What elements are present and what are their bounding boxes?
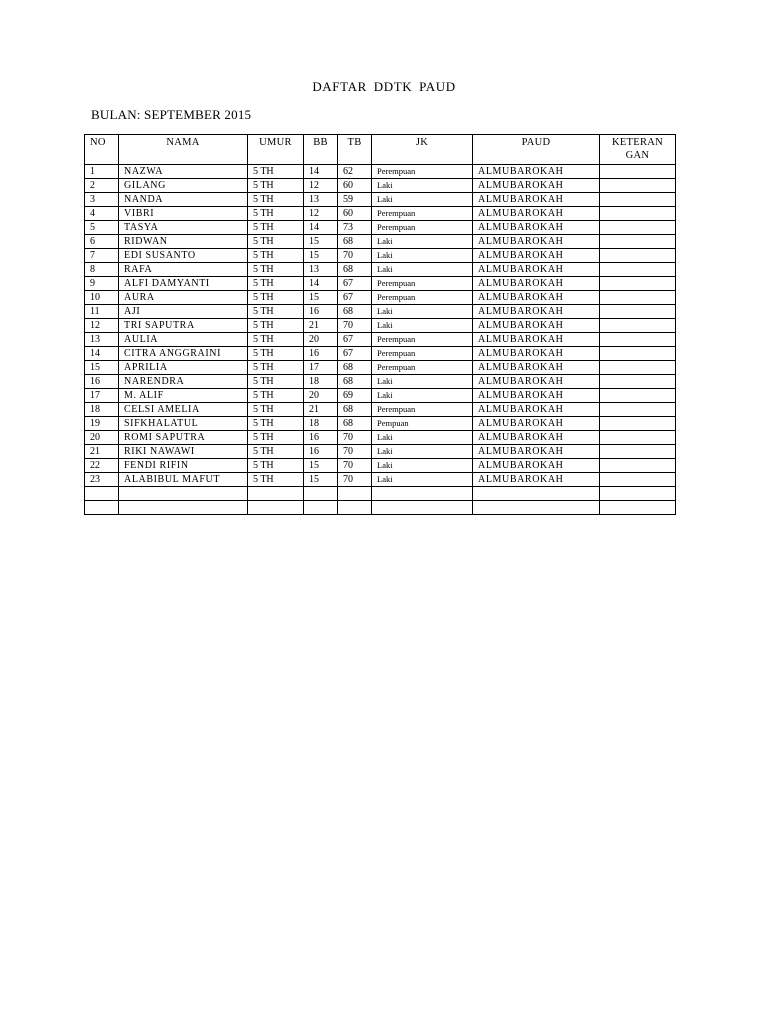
- cell-keterangan: [600, 319, 676, 333]
- cell-no: 20: [85, 431, 119, 445]
- cell-paud: [473, 487, 600, 501]
- cell-nama: M. ALIF: [119, 389, 248, 403]
- table-row: [85, 277, 676, 291]
- cell-umur: 5 TH: [248, 375, 304, 389]
- cell-no: 13: [85, 333, 119, 347]
- table-row: [85, 431, 676, 445]
- cell-bb: 13: [304, 263, 338, 277]
- table-row: [85, 473, 676, 487]
- cell-umur: [248, 501, 304, 515]
- cell-no: [85, 501, 119, 515]
- cell-keterangan: [600, 473, 676, 487]
- cell-no: 19: [85, 417, 119, 431]
- cell-keterangan: [600, 207, 676, 221]
- cell-umur: [248, 487, 304, 501]
- cell-tb: 68: [338, 305, 372, 319]
- table-row: [85, 417, 676, 431]
- cell-bb: 12: [304, 207, 338, 221]
- cell-no: 9: [85, 277, 119, 291]
- cell-nama: SIFKHALATUL: [119, 417, 248, 431]
- header-no: NO: [85, 135, 119, 165]
- cell-paud: ALMUBAROKAH: [473, 459, 600, 473]
- cell-nama: AURA: [119, 291, 248, 305]
- cell-umur: 5 TH: [248, 277, 304, 291]
- table-body: [85, 165, 676, 515]
- cell-jk: Laki: [372, 473, 473, 487]
- cell-keterangan: [600, 417, 676, 431]
- cell-jk: [372, 501, 473, 515]
- table-row: [85, 375, 676, 389]
- cell-tb: [338, 501, 372, 515]
- cell-keterangan: [600, 333, 676, 347]
- cell-keterangan: [600, 263, 676, 277]
- table-row: [85, 501, 676, 515]
- cell-paud: ALMUBAROKAH: [473, 347, 600, 361]
- cell-umur: 5 TH: [248, 319, 304, 333]
- table-row: [85, 207, 676, 221]
- cell-bb: 16: [304, 431, 338, 445]
- cell-nama: CITRA ANGGRAINI: [119, 347, 248, 361]
- cell-no: [85, 487, 119, 501]
- cell-paud: ALMUBAROKAH: [473, 445, 600, 459]
- cell-bb: 20: [304, 389, 338, 403]
- cell-paud: ALMUBAROKAH: [473, 473, 600, 487]
- cell-nama: RAFA: [119, 263, 248, 277]
- cell-tb: 68: [338, 417, 372, 431]
- cell-tb: 68: [338, 235, 372, 249]
- cell-jk: Laki: [372, 319, 473, 333]
- cell-jk: Laki: [372, 249, 473, 263]
- cell-keterangan: [600, 347, 676, 361]
- cell-keterangan: [600, 277, 676, 291]
- cell-umur: 5 TH: [248, 403, 304, 417]
- cell-jk: Perempuan: [372, 347, 473, 361]
- cell-nama: FENDI RIFIN: [119, 459, 248, 473]
- cell-paud: ALMUBAROKAH: [473, 165, 600, 179]
- cell-umur: 5 TH: [248, 179, 304, 193]
- cell-no: 17: [85, 389, 119, 403]
- cell-jk: Pempuan: [372, 417, 473, 431]
- cell-paud: ALMUBAROKAH: [473, 193, 600, 207]
- table-row: [85, 291, 676, 305]
- cell-no: 18: [85, 403, 119, 417]
- cell-paud: ALMUBAROKAH: [473, 333, 600, 347]
- table-row: [85, 333, 676, 347]
- table-row: [85, 165, 676, 179]
- cell-umur: 5 TH: [248, 347, 304, 361]
- cell-paud: ALMUBAROKAH: [473, 291, 600, 305]
- cell-paud: ALMUBAROKAH: [473, 319, 600, 333]
- cell-tb: 60: [338, 179, 372, 193]
- cell-keterangan: [600, 165, 676, 179]
- cell-tb: 68: [338, 263, 372, 277]
- header-nama: NAMA: [119, 135, 248, 165]
- cell-tb: 70: [338, 473, 372, 487]
- cell-nama: APRILIA: [119, 361, 248, 375]
- cell-bb: 17: [304, 361, 338, 375]
- cell-paud: ALMUBAROKAH: [473, 221, 600, 235]
- cell-keterangan: [600, 375, 676, 389]
- cell-nama: NAZWA: [119, 165, 248, 179]
- cell-jk: Perempuan: [372, 333, 473, 347]
- cell-keterangan: [600, 445, 676, 459]
- cell-tb: 70: [338, 431, 372, 445]
- cell-paud: [473, 501, 600, 515]
- cell-bb: 16: [304, 347, 338, 361]
- table-row: [85, 487, 676, 501]
- cell-paud: ALMUBAROKAH: [473, 431, 600, 445]
- page-subtitle: BULAN: SEPTEMBER 2015: [91, 107, 252, 122]
- cell-keterangan: [600, 193, 676, 207]
- cell-tb: 67: [338, 291, 372, 305]
- cell-tb: 69: [338, 389, 372, 403]
- cell-umur: 5 TH: [248, 249, 304, 263]
- cell-paud: ALMUBAROKAH: [473, 263, 600, 277]
- cell-no: 2: [85, 179, 119, 193]
- page-title: DAFTAR DDTK PAUD: [312, 79, 456, 94]
- cell-bb: 18: [304, 375, 338, 389]
- cell-bb: 12: [304, 179, 338, 193]
- cell-jk: Laki: [372, 263, 473, 277]
- cell-jk: Laki: [372, 179, 473, 193]
- cell-no: 3: [85, 193, 119, 207]
- cell-nama: ALFI DAMYANTI: [119, 277, 248, 291]
- cell-bb: 21: [304, 319, 338, 333]
- cell-no: 21: [85, 445, 119, 459]
- cell-umur: 5 TH: [248, 431, 304, 445]
- cell-nama: RIKI NAWAWI: [119, 445, 248, 459]
- cell-nama: AULIA: [119, 333, 248, 347]
- cell-umur: 5 TH: [248, 333, 304, 347]
- cell-no: 6: [85, 235, 119, 249]
- cell-nama: [119, 501, 248, 515]
- cell-paud: ALMUBAROKAH: [473, 277, 600, 291]
- cell-nama: TASYA: [119, 221, 248, 235]
- cell-paud: ALMUBAROKAH: [473, 389, 600, 403]
- table-row: [85, 179, 676, 193]
- cell-bb: [304, 487, 338, 501]
- cell-paud: ALMUBAROKAH: [473, 403, 600, 417]
- cell-tb: 68: [338, 375, 372, 389]
- cell-paud: ALMUBAROKAH: [473, 179, 600, 193]
- cell-nama: VIBRI: [119, 207, 248, 221]
- table-header-row: [85, 135, 676, 165]
- header-bb: BB: [304, 135, 338, 165]
- cell-tb: 70: [338, 445, 372, 459]
- cell-keterangan: [600, 291, 676, 305]
- cell-tb: 60: [338, 207, 372, 221]
- cell-tb: 70: [338, 249, 372, 263]
- cell-nama: RIDWAN: [119, 235, 248, 249]
- cell-no: 5: [85, 221, 119, 235]
- cell-nama: CELSI AMELIA: [119, 403, 248, 417]
- cell-keterangan: [600, 403, 676, 417]
- cell-paud: ALMUBAROKAH: [473, 361, 600, 375]
- cell-keterangan: [600, 389, 676, 403]
- cell-umur: 5 TH: [248, 235, 304, 249]
- cell-bb: 14: [304, 221, 338, 235]
- cell-umur: 5 TH: [248, 165, 304, 179]
- cell-tb: 67: [338, 333, 372, 347]
- cell-nama: NANDA: [119, 193, 248, 207]
- cell-umur: 5 TH: [248, 221, 304, 235]
- cell-umur: 5 TH: [248, 445, 304, 459]
- cell-jk: Perempuan: [372, 291, 473, 305]
- cell-umur: 5 TH: [248, 263, 304, 277]
- cell-bb: 13: [304, 193, 338, 207]
- cell-nama: ALABIBUL MAFUT: [119, 473, 248, 487]
- header-paud: PAUD: [473, 135, 600, 165]
- cell-bb: 15: [304, 291, 338, 305]
- cell-no: 16: [85, 375, 119, 389]
- cell-jk: Laki: [372, 445, 473, 459]
- table-row: [85, 305, 676, 319]
- cell-umur: 5 TH: [248, 291, 304, 305]
- cell-nama: TRI SAPUTRA: [119, 319, 248, 333]
- table-row: [85, 459, 676, 473]
- cell-bb: 21: [304, 403, 338, 417]
- cell-bb: 15: [304, 459, 338, 473]
- table-row: [85, 403, 676, 417]
- table-row: [85, 263, 676, 277]
- cell-tb: 59: [338, 193, 372, 207]
- cell-no: 10: [85, 291, 119, 305]
- cell-no: 7: [85, 249, 119, 263]
- cell-tb: 68: [338, 361, 372, 375]
- cell-nama: AJI: [119, 305, 248, 319]
- cell-jk: Laki: [372, 193, 473, 207]
- cell-jk: Perempuan: [372, 361, 473, 375]
- table-row: [85, 347, 676, 361]
- cell-nama: [119, 487, 248, 501]
- cell-tb: 62: [338, 165, 372, 179]
- cell-no: 4: [85, 207, 119, 221]
- cell-keterangan: [600, 431, 676, 445]
- cell-bb: 16: [304, 305, 338, 319]
- table-row: [85, 193, 676, 207]
- cell-bb: 15: [304, 249, 338, 263]
- cell-bb: 20: [304, 333, 338, 347]
- cell-paud: ALMUBAROKAH: [473, 375, 600, 389]
- table-row: [85, 445, 676, 459]
- cell-jk: Laki: [372, 431, 473, 445]
- cell-keterangan: [600, 361, 676, 375]
- cell-bb: [304, 501, 338, 515]
- table-row: [85, 319, 676, 333]
- cell-jk: Perempuan: [372, 221, 473, 235]
- cell-umur: 5 TH: [248, 207, 304, 221]
- cell-keterangan: [600, 487, 676, 501]
- cell-paud: ALMUBAROKAH: [473, 249, 600, 263]
- cell-tb: 73: [338, 221, 372, 235]
- cell-paud: ALMUBAROKAH: [473, 235, 600, 249]
- cell-umur: 5 TH: [248, 417, 304, 431]
- cell-umur: 5 TH: [248, 305, 304, 319]
- cell-bb: 18: [304, 417, 338, 431]
- cell-jk: [372, 487, 473, 501]
- cell-tb: 67: [338, 277, 372, 291]
- ddtk-table: [84, 134, 676, 515]
- cell-nama: NARENDRA: [119, 375, 248, 389]
- header-tb: TB: [338, 135, 372, 165]
- cell-bb: 15: [304, 235, 338, 249]
- cell-no: 15: [85, 361, 119, 375]
- cell-nama: EDI SUSANTO: [119, 249, 248, 263]
- cell-bb: 15: [304, 473, 338, 487]
- cell-umur: 5 TH: [248, 473, 304, 487]
- cell-tb: 67: [338, 347, 372, 361]
- cell-keterangan: [600, 235, 676, 249]
- cell-nama: GILANG: [119, 179, 248, 193]
- cell-tb: [338, 487, 372, 501]
- cell-no: 23: [85, 473, 119, 487]
- cell-bb: 14: [304, 165, 338, 179]
- cell-jk: Perempuan: [372, 277, 473, 291]
- cell-keterangan: [600, 501, 676, 515]
- cell-tb: 70: [338, 459, 372, 473]
- cell-paud: ALMUBAROKAH: [473, 305, 600, 319]
- cell-paud: ALMUBAROKAH: [473, 207, 600, 221]
- cell-jk: Perempuan: [372, 403, 473, 417]
- cell-bb: 14: [304, 277, 338, 291]
- cell-no: 22: [85, 459, 119, 473]
- cell-jk: Laki: [372, 305, 473, 319]
- cell-paud: ALMUBAROKAH: [473, 417, 600, 431]
- cell-tb: 68: [338, 403, 372, 417]
- cell-no: 14: [85, 347, 119, 361]
- header-jk: JK: [372, 135, 473, 165]
- cell-umur: 5 TH: [248, 193, 304, 207]
- header-umur: UMUR: [248, 135, 304, 165]
- table-row: [85, 221, 676, 235]
- cell-nama: ROMI SAPUTRA: [119, 431, 248, 445]
- cell-no: 8: [85, 263, 119, 277]
- table-row: [85, 361, 676, 375]
- cell-umur: 5 TH: [248, 459, 304, 473]
- cell-no: 1: [85, 165, 119, 179]
- cell-umur: 5 TH: [248, 361, 304, 375]
- table-row: [85, 235, 676, 249]
- cell-no: 11: [85, 305, 119, 319]
- cell-jk: Perempuan: [372, 165, 473, 179]
- cell-keterangan: [600, 221, 676, 235]
- cell-keterangan: [600, 459, 676, 473]
- cell-jk: Laki: [372, 459, 473, 473]
- cell-jk: Laki: [372, 235, 473, 249]
- cell-keterangan: [600, 249, 676, 263]
- cell-bb: 16: [304, 445, 338, 459]
- cell-umur: 5 TH: [248, 389, 304, 403]
- cell-no: 12: [85, 319, 119, 333]
- cell-keterangan: [600, 305, 676, 319]
- cell-keterangan: [600, 179, 676, 193]
- header-keterangan: KETERAN GAN: [600, 135, 676, 165]
- cell-jk: Laki: [372, 375, 473, 389]
- cell-jk: Perempuan: [372, 207, 473, 221]
- table-row: [85, 249, 676, 263]
- table-row: [85, 389, 676, 403]
- cell-tb: 70: [338, 319, 372, 333]
- cell-jk: Laki: [372, 389, 473, 403]
